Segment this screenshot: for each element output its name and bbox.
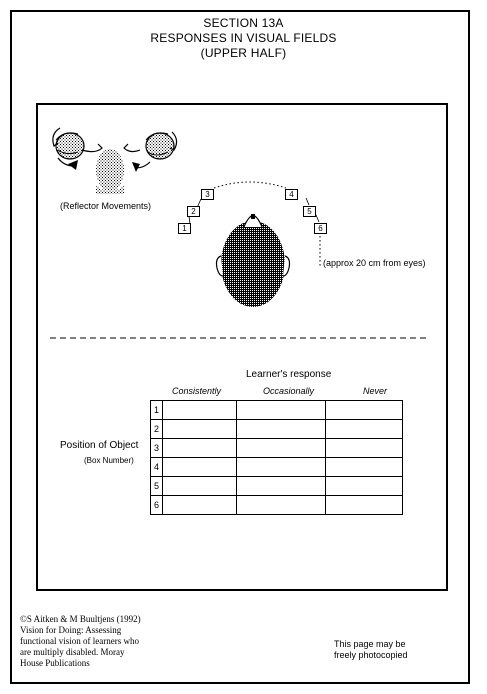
response-table [150,400,403,515]
section-heading: RESPONSES IN VISUAL FIELDS [150,31,337,45]
position-box-5: 5 [303,206,316,217]
column-consistently: Consistently [172,386,222,396]
citation-line: ©S Aitken & M Buultjens (1992) [20,614,141,624]
cell-never[interactable] [326,458,403,477]
table-row [151,477,403,496]
citation-line: House Publications [20,658,90,668]
cell-consistently[interactable] [163,420,237,439]
position-box-1: 1 [178,223,191,234]
row-number: 4 [151,458,163,477]
position-box-2: 2 [187,206,200,217]
cell-never[interactable] [326,401,403,420]
cell-never[interactable] [326,496,403,515]
table-row [151,496,403,515]
cell-consistently[interactable] [163,401,237,420]
cell-occasionally[interactable] [237,420,326,439]
position-box-4: 4 [285,189,298,200]
field-arc [214,182,286,188]
cell-occasionally[interactable] [237,458,326,477]
row-number: 2 [151,420,163,439]
cell-consistently[interactable] [163,439,237,458]
cell-occasionally[interactable] [237,401,326,420]
cell-never[interactable] [326,477,403,496]
row-sublabel: (Box Number) [84,456,134,465]
citation-line: are multiply disabled. Moray [20,647,125,657]
row-number: 3 [151,439,163,458]
row-number: 5 [151,477,163,496]
section-number: SECTION 13A [203,16,284,30]
position-box-6: 6 [314,223,327,234]
photocopy-notice [334,639,408,661]
table-row [151,401,403,420]
photocopy-line: This page may be [334,639,406,649]
row-number: 6 [151,496,163,515]
small-head-icon [96,149,124,191]
right-hand-icon [124,132,177,172]
citation-line: Vision for Doing: Assessing [20,625,122,635]
cell-consistently[interactable] [163,458,237,477]
cell-consistently[interactable] [163,477,237,496]
row-number: 1 [151,401,163,420]
cell-occasionally[interactable] [237,496,326,515]
row-label: Position of Object [60,440,139,451]
cell-occasionally[interactable] [237,477,326,496]
large-head-icon [217,214,290,307]
column-never: Never [363,386,388,396]
table-row [151,458,403,477]
cell-consistently[interactable] [163,496,237,515]
reflector-caption: (Reflector Movements) [60,201,152,211]
cell-never[interactable] [326,420,403,439]
section-subheading: (UPPER HALF) [200,46,287,60]
response-title: Learner's response [246,369,332,380]
cell-occasionally[interactable] [237,439,326,458]
citation-line: functional vision of learners who [20,636,139,646]
column-occasionally: Occasionally [263,386,315,396]
cell-never[interactable] [326,439,403,458]
table-row [151,420,403,439]
position-box-3: 3 [201,189,214,200]
distance-caption: (approx 20 cm from eyes) [323,258,426,268]
citation [20,614,141,669]
table-row [151,439,403,458]
photocopy-line: freely photocopied [334,650,408,660]
left-hand-icon [53,128,102,170]
